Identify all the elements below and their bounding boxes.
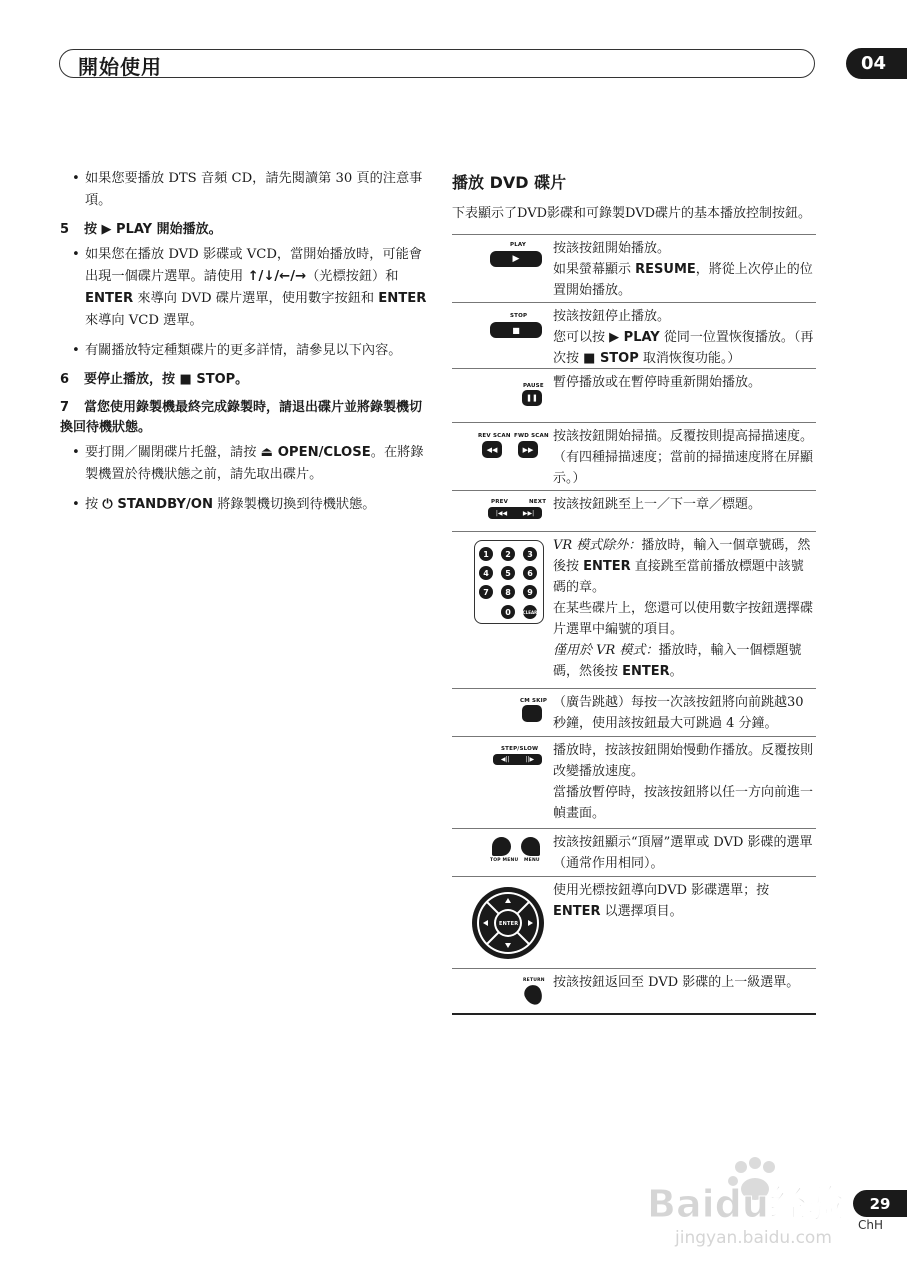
control-table <box>452 234 816 1015</box>
row-scan: REV SCAN FWD SCAN ◀◀ ▶▶ 按該按鈕開始掃描。反覆按則提高掃描速度。（有四種掃描速度；當前的掃描速度將在屏顯示。） <box>452 423 816 491</box>
row-prev-next: PREV NEXT |◀◀ ▶▶| 按該按鈕跳至上一／下一章／標題。 <box>452 491 816 532</box>
fwd-scan-label: FWD SCAN <box>514 433 549 439</box>
step-5: 5 按 ▶ PLAY 開始播放。 <box>60 222 222 237</box>
cm-skip-button-icon <box>522 705 542 722</box>
fwd-scan-icon: ▶▶ <box>518 441 538 458</box>
key-1-icon: 1 <box>479 547 493 561</box>
key-0-icon: 0 <box>501 605 515 619</box>
step-7: 7 當您使用錄製機最終完成錄製時，請退出碟片並將錄製機切換回待機狀態。 <box>60 400 423 435</box>
play-button-icon: ▶ <box>490 251 542 267</box>
menu-button-icon <box>521 837 540 856</box>
chapter-number-badge: 04 <box>846 48 907 79</box>
pause-button-icon: ❚❚ <box>522 390 542 406</box>
key-6-icon: 6 <box>523 566 537 580</box>
row-menus: TOP MENU MENU 按該按鈕顯示“頂層”選單或 DVD 影碟的選單（通常作用相同）。 <box>452 829 816 877</box>
play-label: PLAY <box>510 242 527 248</box>
top-menu-button-icon <box>492 837 511 856</box>
menu-label: MENU <box>524 858 540 863</box>
cursor-arrows: ↑/↓/←/→ <box>247 269 307 284</box>
row-return: RETURN 按該按鈕返回至 DVD 影碟的上一級選單。 <box>452 969 816 1015</box>
right-column <box>452 170 816 1015</box>
rev-scan-icon: ◀◀ <box>482 441 502 458</box>
prev-next-icon: |◀◀ ▶▶| <box>488 507 542 519</box>
prev-label: PREV <box>491 499 509 505</box>
page-language: ChH <box>858 1218 884 1232</box>
key-3-icon: 3 <box>523 547 537 561</box>
stop-button-icon: ■ <box>490 322 542 338</box>
cm-skip-label: CM SKIP <box>520 698 548 704</box>
chapter-header-frame <box>59 49 815 78</box>
row-cm-skip: CM SKIP （廣告跳越）每按一次該按鈕將向前跳越30秒鐘，使用該按鈕最大可跳過 4 分鐘。 <box>452 689 816 737</box>
row-enter: ENTER 使用光標按鈕導向DVD 影碟選單；按ENTER 以選擇項目。 <box>452 877 816 969</box>
row-play: PLAY ▶ 按該按鈕開始播放。 如果螢幕顯示 RESUME，將從上次停止的位置開始播放。 <box>452 235 816 303</box>
baidu-watermark-logo <box>645 1155 850 1250</box>
row-step-slow: STEP/SLOW ◀|| ||▶ 播放時，按該按鈕開始慢動作播放。反覆按則改變播放速度。 當播放暫停時，按該按鈕將以任一方向前進一幀畫面。 <box>452 737 816 829</box>
row-numeric: 1 2 3 4 5 6 7 8 9 0 CLEAR VR 模式除外：播放時，輸入一個章號碼，然後按 ENTER 直接跳至當前播放標題中該號碼的章。 在某些碟片上，您還可以使用數字按鈕選擇碟片選單中編號的項目。 僅用於 VR 模式：播放時，輸入一個標題號碼，然後按 ENTER。 <box>452 532 816 689</box>
enter-label: ENTER <box>499 921 519 927</box>
key-9-icon: 9 <box>523 585 537 599</box>
row-pause: PAUSE ❚❚ 暫停播放或在暫停時重新開始播放。 <box>452 369 816 423</box>
rev-scan-label: REV SCAN <box>478 433 511 439</box>
step-6: 6 要停止播放，按 ■ STOP。 <box>60 372 249 387</box>
stop-label: STOP <box>510 313 528 319</box>
bullet-standby: • 按 ⏻ STANDBY/ON 將錄製機切換到待機狀態。 <box>60 494 430 516</box>
bullet-disc-menu: • 如果您在播放 DVD 影碟或 VCD，當開始播放時，可能會出現一個碟片選單。請使用 ↑/↓/←/→（光標按鈕）和 ENTER 來導向 DVD 碟片選單，使用數字按鈕和 ENTER 來導向 VCD 選單。 <box>60 244 430 332</box>
key-8-icon: 8 <box>501 585 515 599</box>
bullet-more-details: • 有關播放特定種類碟片的更多詳情，請參見以下內容。 <box>60 340 430 362</box>
key-4-icon: 4 <box>479 566 493 580</box>
section-title: 播放 DVD 碟片 <box>452 173 567 192</box>
page-number: 29 <box>853 1190 907 1217</box>
bullet-dts-note: • 如果您要播放 DTS 音頻 CD，請先閱讀第 30 頁的注意事項。 <box>60 168 430 212</box>
key-5-icon: 5 <box>501 566 515 580</box>
step-slow-label: STEP/SLOW <box>501 746 539 752</box>
key-clear-icon: CLEAR <box>523 605 537 619</box>
watermark-brand-text: Baidu经验 <box>647 1182 845 1226</box>
watermark-url-text: jingyan.baidu.com <box>675 1228 832 1248</box>
step-slow-icon: ◀|| ||▶ <box>493 754 542 765</box>
return-button-icon <box>522 982 546 1007</box>
pause-label: PAUSE <box>523 383 544 389</box>
return-label: RETURN <box>523 978 545 983</box>
left-column <box>60 168 430 524</box>
section-intro: 下表顯示了DVD影碟和可錄製DVD碟片的基本播放控制按鈕。 <box>452 206 812 221</box>
key-2-icon: 2 <box>501 547 515 561</box>
chapter-title: 開始使用 <box>78 55 162 79</box>
row-stop: STOP ■ 按該按鈕停止播放。 您可以按 ▶ PLAY 從同一位置恢復播放。（再次按 ■ STOP 取消恢復功能。） <box>452 303 816 369</box>
key-7-icon: 7 <box>479 585 493 599</box>
numeric-keypad-icon <box>474 540 544 624</box>
next-label: NEXT <box>529 499 547 505</box>
top-menu-label: TOP MENU <box>490 858 519 863</box>
bullet-open-close: • 要打開／關閉碟片托盤，請按 ⏏ OPEN/CLOSE。在將錄製機置於待機狀態之前，請先取出碟片。 <box>60 442 430 486</box>
